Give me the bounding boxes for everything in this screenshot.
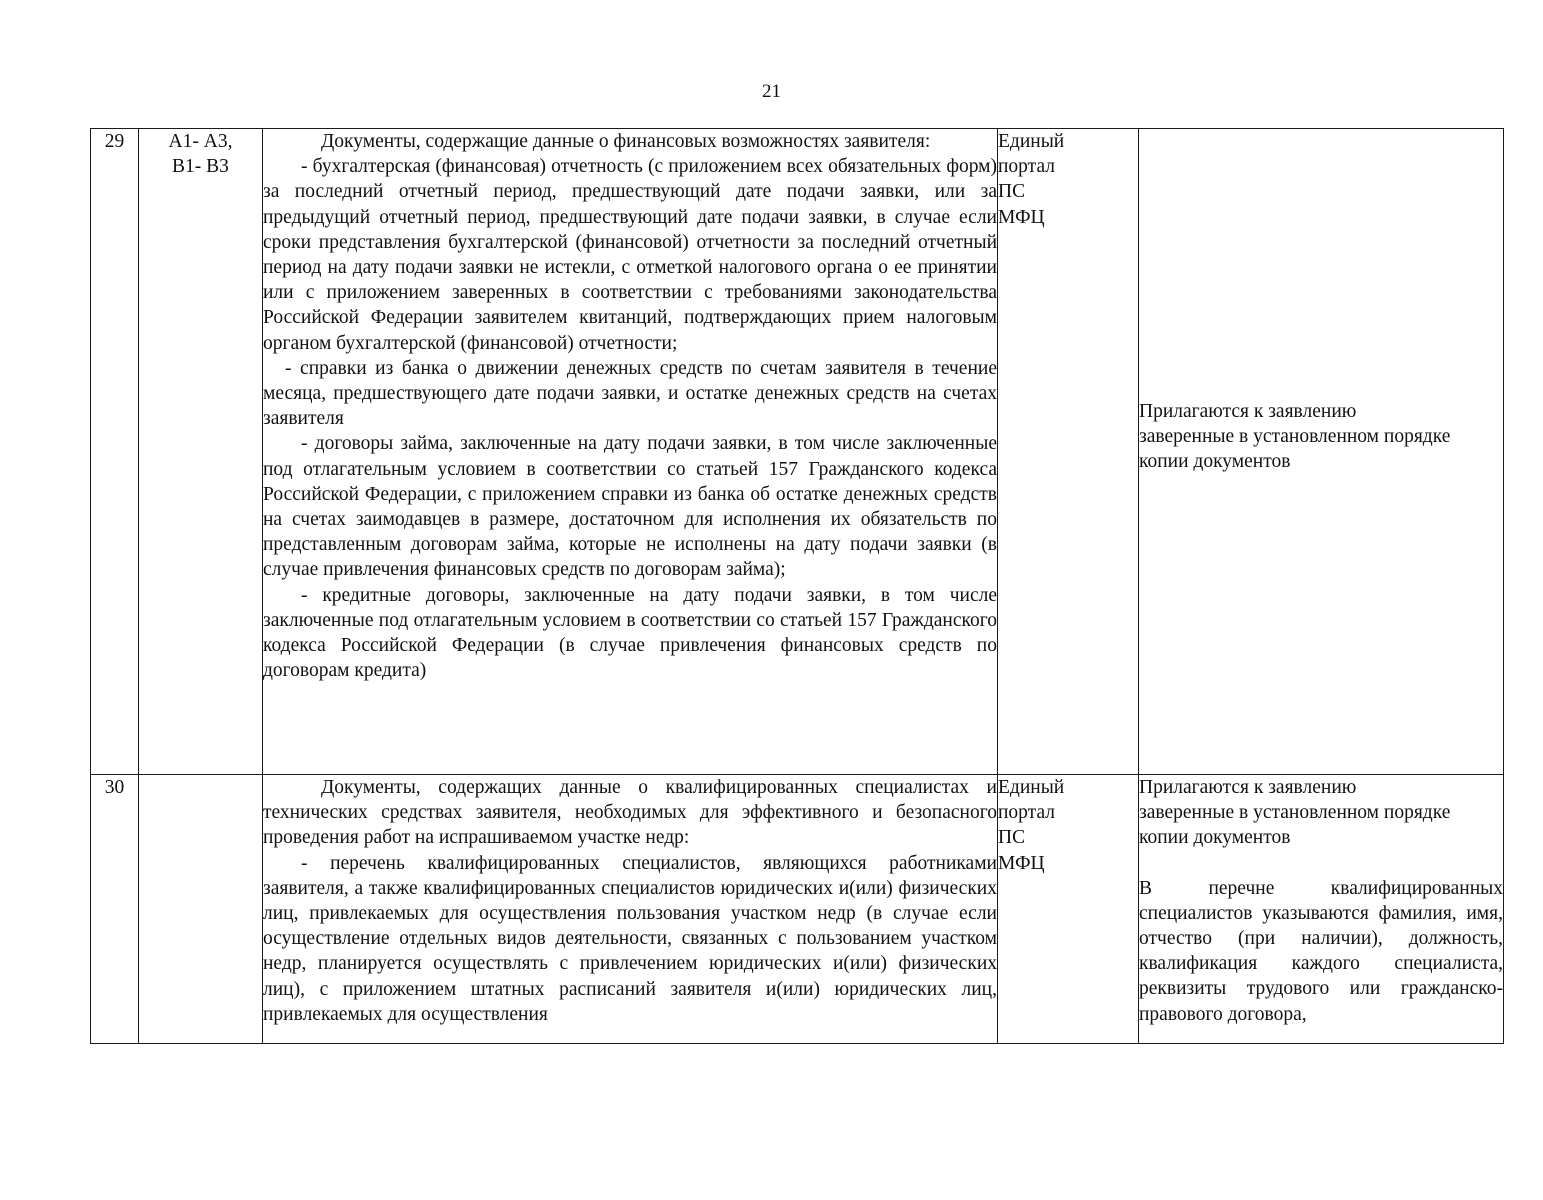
- table-row: [91, 775, 1504, 1044]
- source-line: МФЦ: [998, 206, 1045, 228]
- codes-cell: [139, 129, 263, 775]
- row-number-cell: [91, 129, 139, 775]
- codes-cell: [139, 775, 263, 1044]
- note-cell: [1139, 129, 1504, 775]
- paragraph: - бухгалтерская (финансовая) отчетность (с приложением всех обязательных форм) за последний отчетный период, предшествующий дате подачи заявки, или за предыдущий отчетный период, предшествующий дате подачи заявки, в случае если сроки представления бухгалтерской (финансовой) отчетности за последний отчетный период на дату подачи заявки не истекли, с отметкой налогового органа о ее принятии или с приложением заверенных в соответствии с требованиями законодательства Российской Федерации заявителем квитанций, подтверждающих прием налоговым органом бухгалтерской (финансовой) отчетности;: [263, 156, 997, 354]
- note-line: копии документов: [1139, 827, 1291, 849]
- description-cell: [263, 775, 998, 1044]
- note-line: копии документов: [1139, 451, 1291, 473]
- paragraph: - справки из банка о движении денежных средств по счетам заявителя в течение месяца, предшествующего дате подачи заявки, и остатке денежных средств на счетах заявителя: [263, 357, 997, 430]
- note-cell: [1139, 775, 1504, 1044]
- page-number: 21: [762, 81, 781, 102]
- paragraph: Документы, содержащих данные о квалифицированных специалистах и технических средствах заявителя, необходимых для эффективного и безопасного проведения работ на испрашиваемом участке недр:: [263, 777, 997, 849]
- paragraph: - кредитные договоры, заключенные на дату подачи заявки, в том числе заключенные под отлагательным условием в соответствии со статьей 157 Гражданского кодекса Российской Федерации (в случае привлечения финансовых средств по договорам кредита): [263, 584, 997, 682]
- codes-line: В1- В3: [172, 156, 229, 178]
- table-row: [91, 129, 1504, 775]
- source-line: МФЦ: [998, 852, 1045, 874]
- note-paragraph: В перечне квалифицированных специалистов указываются фамилия, имя, отчество (при наличии), должность, квалификация каждого специалиста, реквизиты трудового или гражданско-правового договора,: [1139, 877, 1503, 1025]
- source-cell: [998, 129, 1139, 775]
- note-spacer: [1139, 851, 1503, 876]
- row-number: 29: [104, 131, 125, 152]
- source-cell: [998, 775, 1139, 1044]
- paragraph: Документы, содержащие данные о финансовых возможностях заявителя:: [321, 131, 931, 152]
- paragraph: - договоры займа, заключенные на дату подачи заявки, в том числе заключенные под отлагательным условием в соответствии со статьей 157 Гражданского кодекса Российской Федерации, с приложением справки из банка об остатке денежных средств на счетах заимодавцев в размере, достаточном для исполнения их обязательств по представленным договорам займа, которые не исполнены на дату подачи заявки (в случае привлечения финансовых средств по договорам займа);: [263, 433, 997, 581]
- codes-line: А1- А3,: [168, 131, 233, 152]
- note-line: заверенные в установленном порядке: [1139, 802, 1451, 824]
- source-line: ПС: [998, 181, 1026, 203]
- note-block: [1139, 399, 1503, 475]
- documents-table: [90, 128, 1504, 1044]
- paragraph: - перечень квалифицированных специалистов, являющихся работниками заявителя, а также квалифицированных специалистов юридических и(или) физических лиц, привлекаемых для осуществления пользования участком недр (в случае если осуществление отдельных видов деятельности, связанных с пользованием участком недр, планируется осуществлять с привлечением юридических и(или) физических лиц), с приложением штатных расписаний заявителя и(или) юридических лиц, привлекаемых для осуществления: [263, 852, 997, 1025]
- source-line: Единый: [998, 777, 1065, 798]
- note-line: Прилагаются к заявлению: [1139, 777, 1357, 798]
- row-number: 30: [104, 777, 125, 798]
- row-number-cell: [91, 775, 139, 1044]
- note-line: заверенные в установленном порядке: [1139, 426, 1451, 448]
- description-cell: [263, 129, 998, 775]
- source-line: Единый: [998, 131, 1065, 152]
- note-line: Прилагаются к заявлению: [1139, 401, 1357, 422]
- source-line: ПС: [998, 827, 1026, 849]
- source-line: портал: [998, 156, 1055, 178]
- source-line: портал: [998, 802, 1055, 824]
